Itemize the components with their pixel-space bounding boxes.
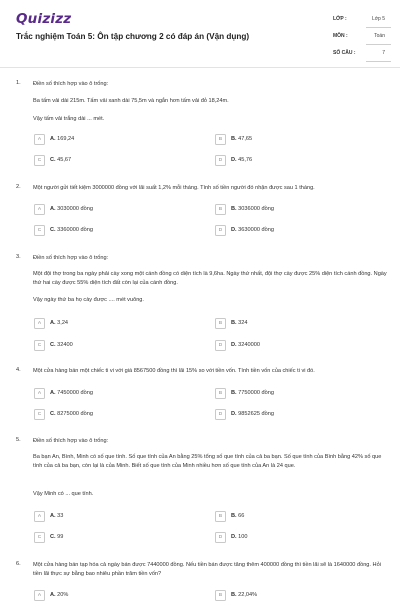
option-text: 100 (238, 534, 248, 540)
quizizz-logo: Quizizz (16, 11, 72, 27)
option-label: C. (50, 342, 56, 348)
question-text: Vậy Minh có ... que tính. (33, 491, 94, 497)
question-text: Vậy tấm vải trắng dài ... mét. (33, 116, 105, 122)
option-letter-badge: A (34, 318, 45, 329)
worksheet-title: Trắc nghiệm Toán 5: Ôn tập chương 2 có đáp án (Vận dụng) (16, 32, 250, 41)
option-label: D. (231, 411, 237, 417)
option-letter-badge: D (215, 225, 226, 236)
option-label: D. (231, 227, 237, 233)
option-text: 169,24 (57, 136, 75, 142)
option-text: 3036000 đồng (238, 206, 274, 212)
question-number: 2. (16, 184, 21, 190)
option-label: C. (50, 227, 56, 233)
header-divider (0, 67, 400, 68)
worksheet-meta (333, 12, 391, 63)
option-text: 3030000 đồng (57, 206, 93, 212)
question-number: 4. (16, 367, 21, 373)
option-letter-badge: D (215, 155, 226, 166)
option-label: A. (50, 390, 56, 396)
question-number: 1. (16, 80, 21, 86)
question-text: Ba bạn An, Bình, Minh có số que tính. Số que tính của An bằng 25% tổng số que tính của cả ba bạn. Số que tính của Bình bằng 42% số que tính của cả ba bạn, còn lại là của Minh. Biết số que tính của Minh nhiều hơn số que tính của An là 24 que. (33, 454, 382, 469)
option-label: A. (50, 206, 56, 212)
meta-label-subject: MÔN : (333, 33, 348, 39)
option-letter-badge: C (34, 225, 45, 236)
option-text: 20% (57, 592, 69, 598)
meta-value-subject: Toán (374, 33, 385, 39)
option-letter-badge: B (215, 511, 226, 522)
question-text: Một cửa hàng bán một chiếc ti vi với giá 8567500 đồng thì lãi 15% so với tiền vốn. Tính tiền vốn của chiếc ti vi đó. (33, 368, 315, 374)
question-text: Ba tấm vải dài 215m. Tấm vải xanh dài 75,5m và ngắn hơn tấm vải đỏ 18,24m. (33, 98, 229, 104)
option-letter-badge: A (34, 388, 45, 399)
option-label: D. (231, 534, 237, 540)
option-letter-badge: C (34, 155, 45, 166)
option-label: C. (50, 534, 56, 540)
meta-underline (366, 44, 391, 45)
meta-row-count (333, 46, 391, 63)
meta-value-grade: Lớp 5 (371, 16, 385, 22)
option-text: 99 (57, 534, 64, 540)
option-letter-badge: B (215, 318, 226, 329)
question-number: 3. (16, 254, 21, 260)
option-label: C. (50, 157, 56, 163)
option-label: A. (50, 513, 56, 519)
meta-underline (366, 27, 391, 28)
meta-value-count: 7 (382, 50, 385, 56)
option-letter-badge: A (34, 134, 45, 145)
option-letter-badge: D (215, 409, 226, 420)
option-label: D. (231, 157, 237, 163)
option-letter-badge: C (34, 409, 45, 420)
option-text: 66 (238, 513, 245, 519)
question-number: 6. (16, 561, 21, 567)
option-letter-badge: A (34, 204, 45, 215)
option-text: 7750000 đồng (238, 390, 274, 396)
question-text: Điền số thích hợp vào ô trống: (33, 438, 109, 444)
option-letter-badge: B (215, 590, 226, 601)
option-text: 47,65 (238, 136, 253, 142)
option-label: B. (231, 320, 237, 326)
option-letter-badge: B (215, 388, 226, 399)
option-letter-badge: A (34, 511, 45, 522)
option-label: B. (231, 136, 237, 142)
question-text: Vậy ngày thứ ba họ cày được .... mét vuông. (33, 297, 144, 303)
meta-row-subject (333, 29, 391, 46)
option-label: A. (50, 592, 56, 598)
option-label: A. (50, 136, 56, 142)
option-text: 3240000 (238, 342, 260, 348)
option-letter-badge: C (34, 340, 45, 351)
option-letter-badge: B (215, 204, 226, 215)
option-label: B. (231, 592, 237, 598)
question-text: Điền số thích hợp vào ô trống: (33, 81, 109, 87)
option-text: 3360000 đồng (57, 227, 93, 233)
option-letter-badge: D (215, 532, 226, 543)
option-text: 32400 (57, 342, 73, 348)
meta-label-count: SỐ CÂU : (333, 50, 356, 56)
option-text: 7450000 đồng (57, 390, 93, 396)
option-label: D. (231, 342, 237, 348)
option-letter-badge: D (215, 340, 226, 351)
option-label: B. (231, 390, 237, 396)
option-text: 3630000 đồng (238, 227, 274, 233)
option-text: 33 (57, 513, 64, 519)
option-label: C. (50, 411, 56, 417)
option-letter-badge: A (34, 590, 45, 601)
meta-underline (366, 61, 391, 62)
option-letter-badge: C (34, 532, 45, 543)
option-text: 3,24 (57, 320, 69, 326)
question-text: Một đội thợ trong ba ngày phải cày xong một cánh đồng có diện tích là 9,6ha. Ngày thứ nhất, đội thợ cày được 25% diện tích cánh đồng. Ngày thứ hai cày được 55% diện tích đất còn lại của cánh đồng. (33, 271, 387, 286)
meta-label-grade: LỚP : (333, 16, 347, 22)
question-text: Một người gửi tiết kiệm 3000000 đồng với lãi suất 1,2% mỗi tháng. Tính số tiền người đó nhận được sau 1 tháng. (33, 185, 315, 191)
option-letter-badge: B (215, 134, 226, 145)
option-text: 45,67 (57, 157, 72, 163)
option-label: B. (231, 206, 237, 212)
option-label: B. (231, 513, 237, 519)
option-label: A. (50, 320, 56, 326)
meta-row-grade (333, 12, 391, 29)
question-text: Điền số thích hợp vào ô trống: (33, 255, 109, 261)
question-text: Một cửa hàng bán tạp hóa cả ngày bán được 7440000 đồng. Nếu tiền bán được tăng thêm 400000 đồng thì tiền lãi sẽ là 1640000 đồng. Hỏi tiền lãi thực sự bằng bao nhiêu phần trăm tiền vốn? (33, 562, 381, 577)
question-number: 5. (16, 437, 21, 443)
option-text: 324 (238, 320, 248, 326)
option-text: 8275000 đồng (57, 411, 93, 417)
option-text: 9852625 đồng (238, 411, 274, 417)
option-text: 45,76 (238, 157, 253, 163)
option-text: 22,04% (238, 592, 258, 598)
